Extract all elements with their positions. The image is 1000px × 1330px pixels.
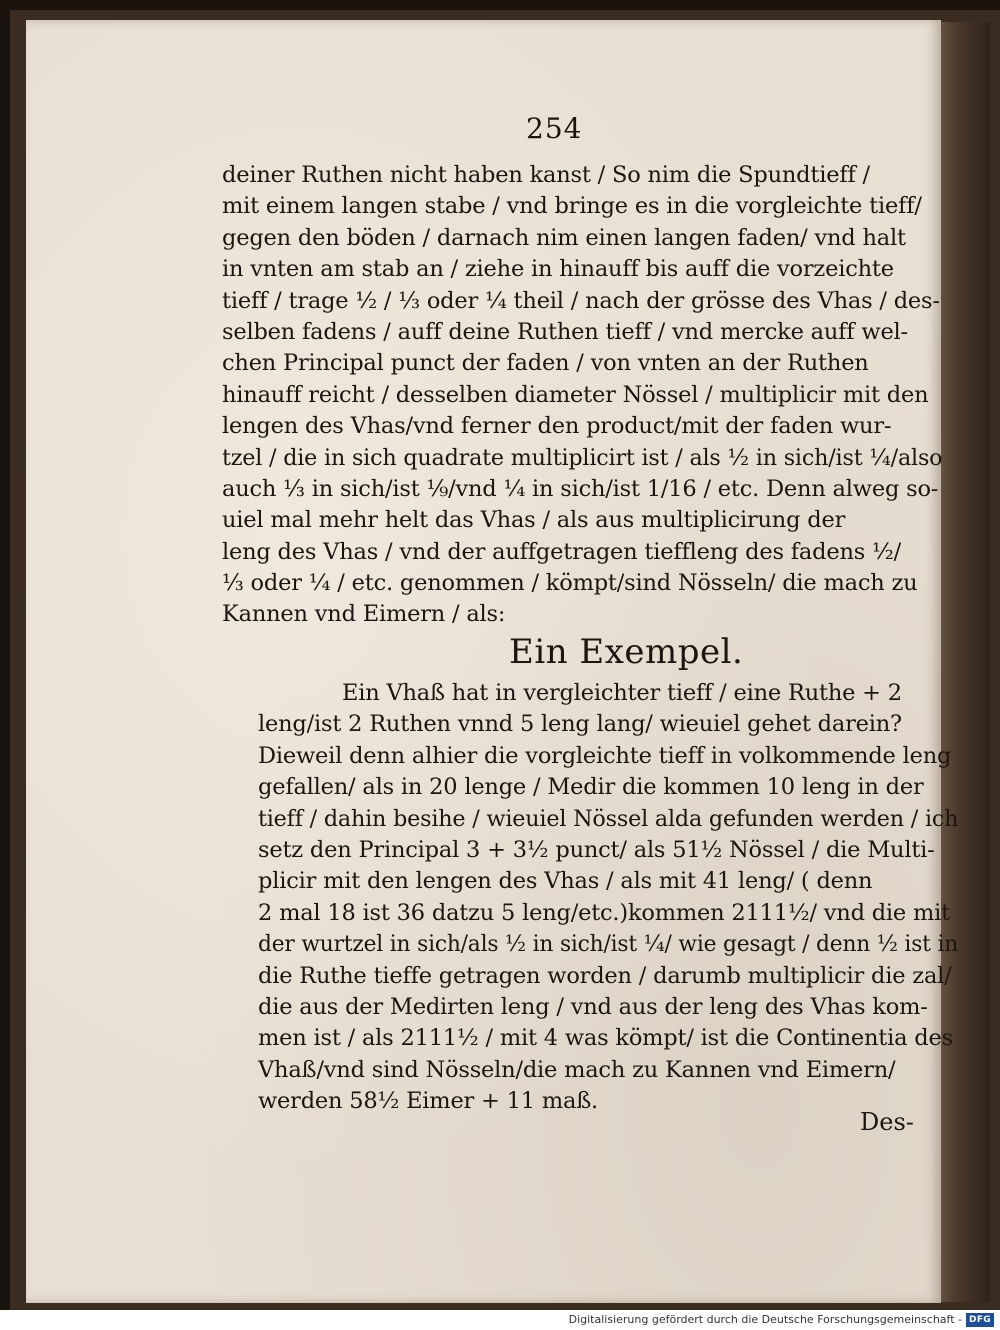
example-line: der wurtzel in sich/als ½ in sich/ist ¼/ wie gesagt / denn ½ ist in <box>258 931 959 958</box>
body-line: tzel / die in sich quadrate multiplicirt ist / als ½ in sich/ist ¼/also <box>222 444 943 471</box>
body-line: mit einem langen stabe / vnd bringe es in die vorgleichte tieff/ <box>222 193 922 220</box>
example-line: men ist / als 2111½ / mit 4 was kömpt/ ist die Continentia des <box>258 1025 953 1052</box>
body-line: ⅓ oder ¼ / etc. genommen / kömpt/sind Nösseln/ die mach zu <box>222 570 918 597</box>
body-line: Kannen vnd Eimern / als: <box>222 601 506 628</box>
book-page <box>26 20 959 1303</box>
body-line: deiner Ruthen nicht haben kanst / So nim die Spundtieff / <box>222 162 870 188</box>
body-line: leng des Vhas / vnd der auffgetragen tieffleng des fadens ½/ <box>222 538 902 565</box>
funding-credit: Digitalisierung gefördert durch die Deutsche Forschungsgemeinschaft - <box>568 1313 962 1326</box>
body-line: tieff / trage ½ / ⅓ oder ¼ theil / nach der grösse des Vhas / des- <box>222 287 940 314</box>
body-line: chen Principal punct der faden / von vnten an der Ruthen <box>222 350 869 377</box>
body-line: in vnten am stab an / ziehe in hinauff bis auff die vorzeichte <box>222 256 894 283</box>
body-text <box>222 160 942 631</box>
example-line: setz den Principal 3 + 3½ punct/ als 51½ Nössel / die Multi- <box>258 836 935 863</box>
body-line: selben fadens / auff deine Ruthen tieff / vnd mercke auff wel- <box>222 318 908 345</box>
example-line: Ein Vhaß hat in vergleichter tieff / eine Ruthe + 2 <box>342 680 902 706</box>
body-line: auch ⅓ in sich/ist ⅑/vnd ¼ in sich/ist 1/16 / etc. Denn alweg so- <box>222 475 939 502</box>
example-line: werden 58½ Eimer + 11 maß. <box>258 1088 598 1115</box>
body-line: hinauff reicht / desselben diameter Nössel / multiplicir mit den <box>222 381 929 408</box>
page-number: 254 <box>526 112 583 145</box>
example-line: leng/ist 2 Ruthen vnnd 5 leng lang/ wieuiel gehet darein? <box>258 711 902 738</box>
example-line: tieff / dahin besihe / wieuiel Nössel alda gefunden werden / ich <box>258 805 959 832</box>
example-text <box>258 678 958 1117</box>
example-line: plicir mit den lengen des Vhas / als mit 41 leng/ ( denn <box>258 868 873 895</box>
dfg-logo-icon: DFG <box>966 1313 994 1327</box>
example-line: die Ruthe tieffe getragen worden / darumb multiplicir die zal/ <box>258 962 952 989</box>
body-line: uiel mal mehr helt das Vhas / als aus multiplicirung der <box>222 507 846 534</box>
example-line: Dieweil denn alhier die vorgleichte tieff in volkommende leng <box>258 742 952 769</box>
body-line: lengen des Vhas/vnd ferner den product/mit der faden wur- <box>222 413 892 440</box>
section-heading: Ein Exempel. <box>509 632 744 672</box>
footer-bar <box>0 1310 1000 1330</box>
example-line: gefallen/ als in 20 lenge / Medir die kommen 10 leng in der <box>258 774 924 801</box>
example-line: die aus der Medirten leng / vnd aus der leng des Vhas kom- <box>258 993 928 1020</box>
body-line: gegen den böden / darnach nim einen langen faden/ vnd halt <box>222 224 906 251</box>
example-line: Vhaß/vnd sind Nösseln/die mach zu Kannen vnd Eimern/ <box>258 1056 896 1083</box>
catchword: Des- <box>860 1108 914 1136</box>
example-line: 2 mal 18 ist 36 datzu 5 leng/etc.)kommen 2111½/ vnd die mit <box>258 899 950 926</box>
